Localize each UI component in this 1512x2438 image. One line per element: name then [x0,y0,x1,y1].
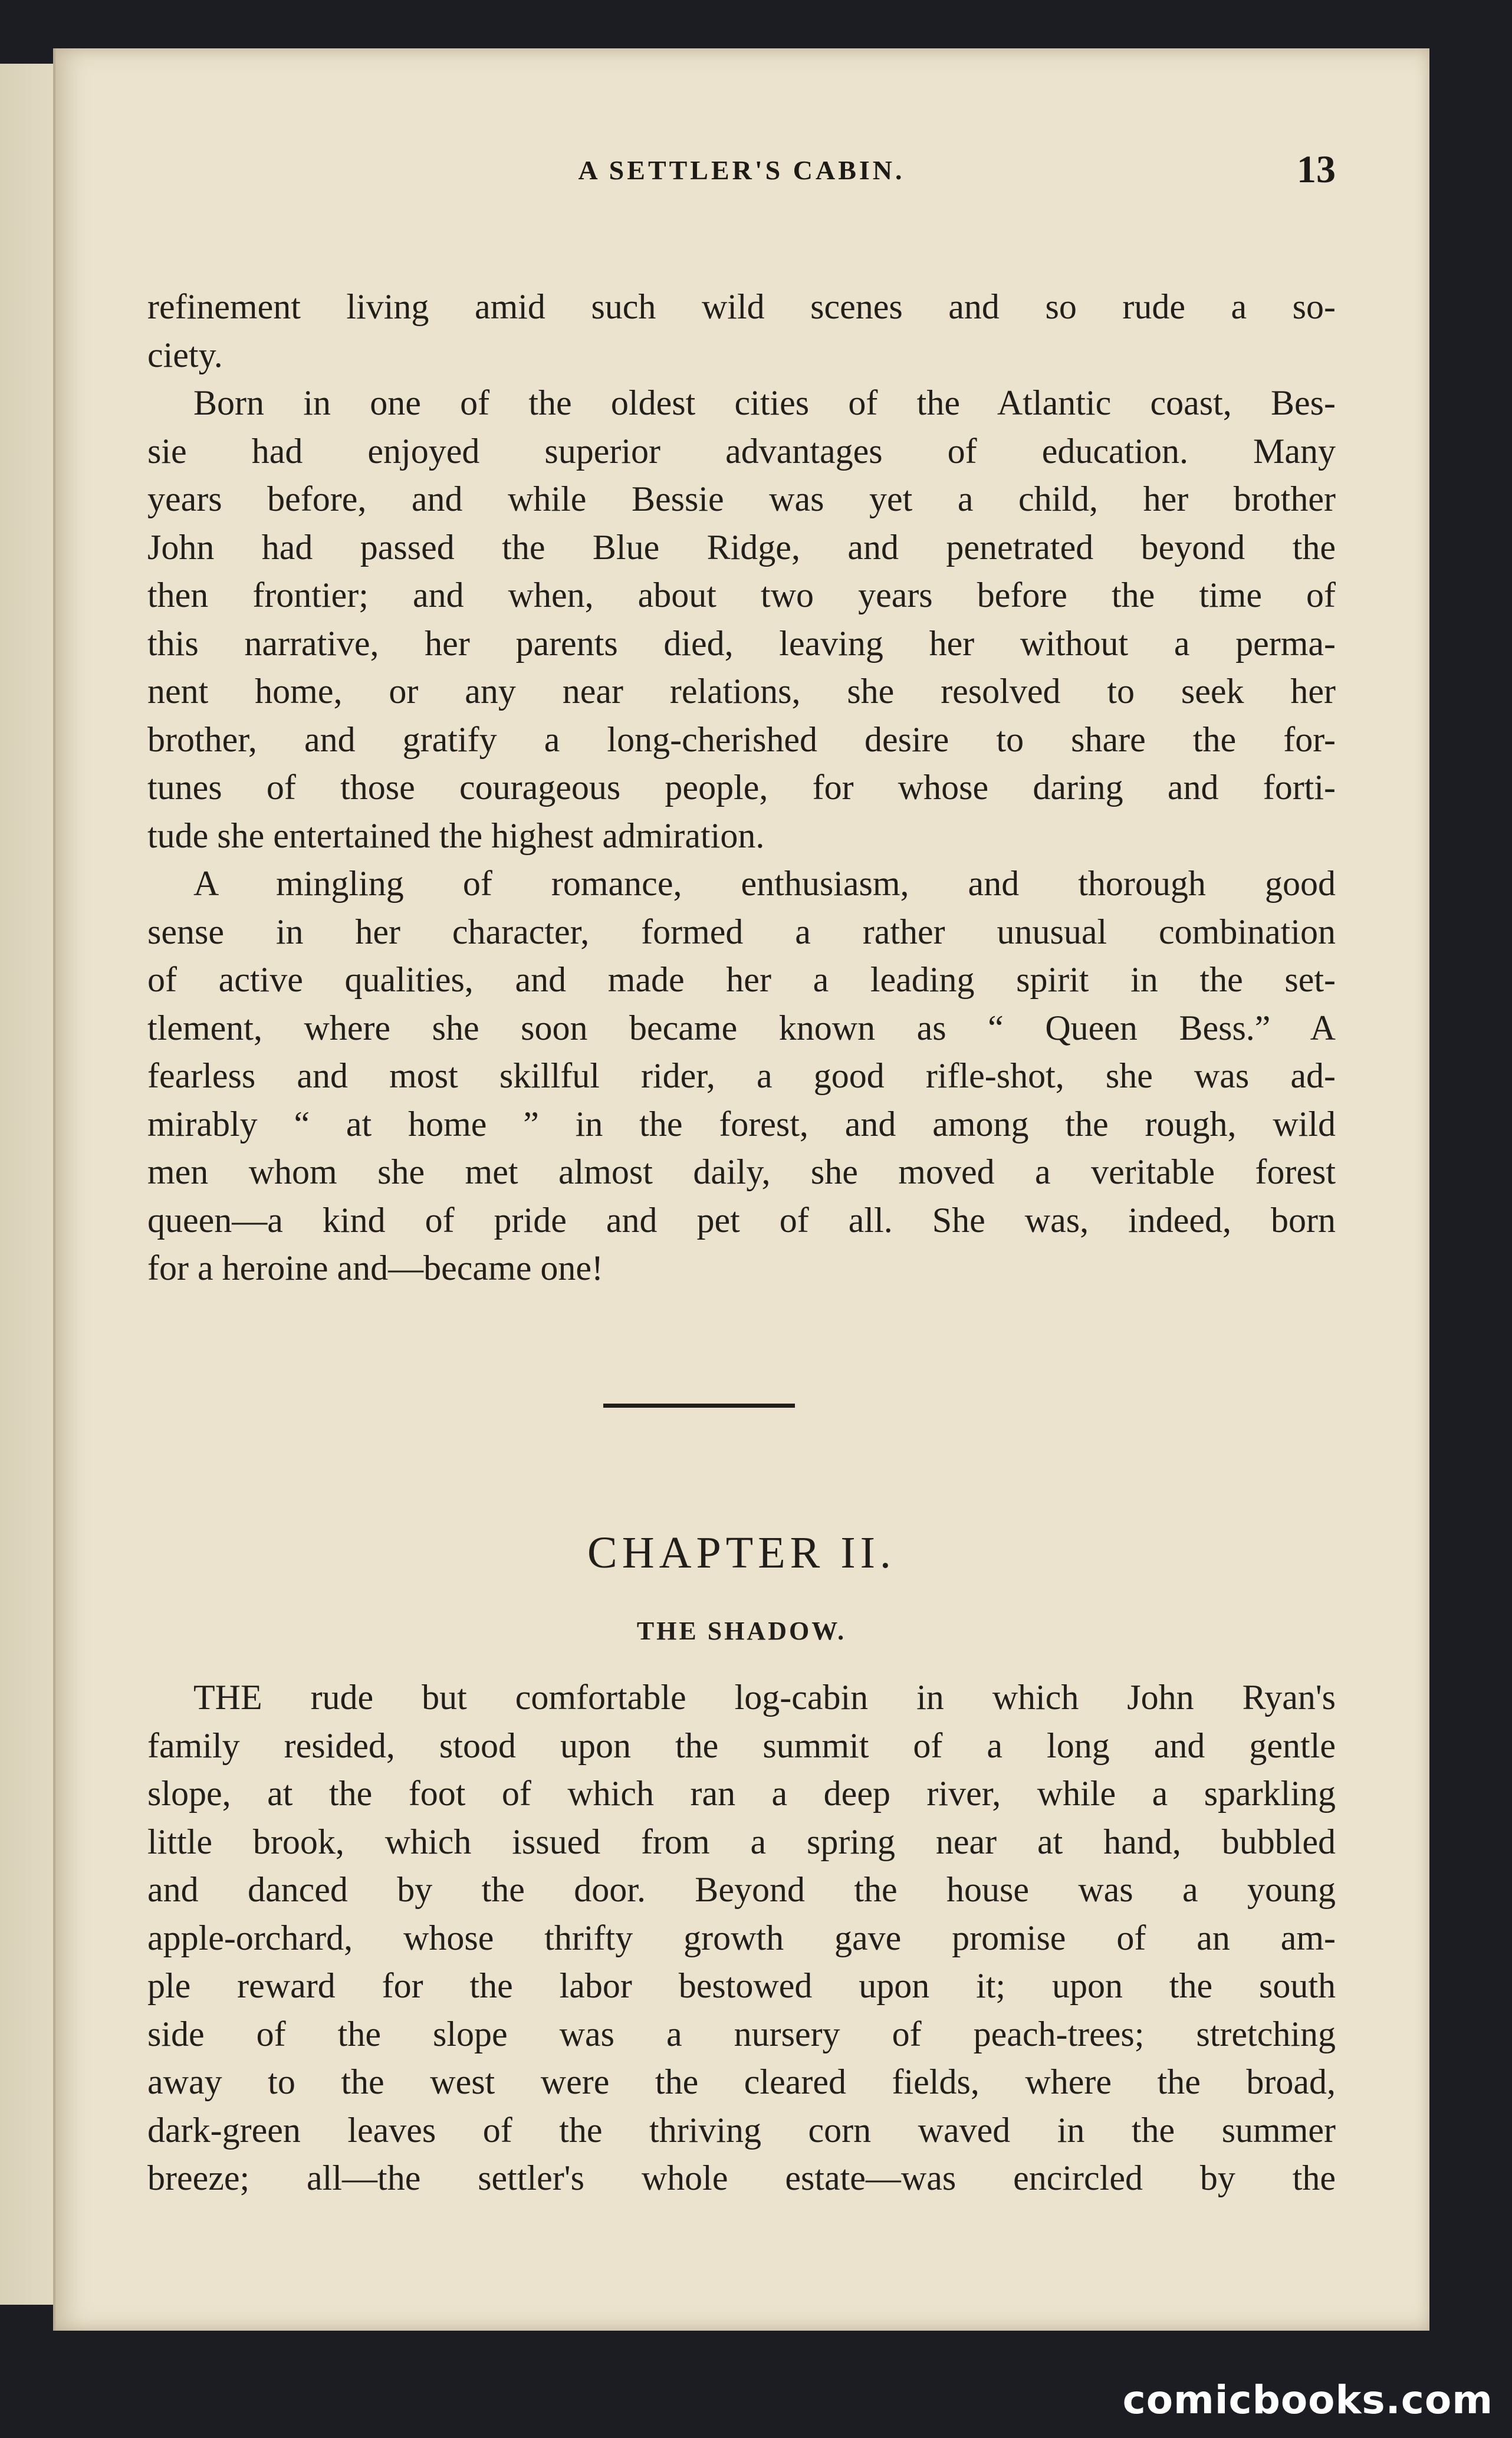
text-line: away to the west were the cleared fields, where the broad, [147,2062,1336,2101]
text-line: ple reward for the labor bestowed upon it; upon the south [147,1966,1336,2005]
text-line: tunes of those courageous people, for whose daring and forti- [147,768,1336,807]
text-line: Born in one of the oldest cities of the Atlantic coast, Bes- [193,383,1336,422]
text-line: for a heroine and—became one! [147,1248,603,1287]
text-line: slope, at the foot of which ran a deep river, while a sparkling [147,1774,1336,1813]
text-line: apple-orchard, whose thrifty growth gave promise of an am- [147,1918,1336,1957]
running-head [147,147,1336,212]
text-line: then frontier; and when, about two years before the time of [147,576,1336,615]
chapter-title: CHAPTER II. [587,1528,896,1578]
text-line: dark-green leaves of the thriving corn waved in the summer [147,2110,1336,2150]
section-divider-rule [603,1404,795,1408]
text-line: tlement, where she soon became known as “ Queen Bess.” A [147,1008,1336,1047]
text-line: and danced by the door. Beyond the house was a young [147,1870,1336,1909]
text-line: tude she entertained the highest admiration. [147,816,765,855]
text-line: A mingling of romance, enthusiasm, and thorough good [193,864,1336,903]
text-line: brother, and gratify a long-cherished desire to share the for- [147,719,1336,759]
page-number: 13 [1297,148,1336,191]
text-line: John had passed the Blue Ridge, and penetrated beyond the [147,527,1336,567]
text-line: fearless and most skillful rider, a good rifle-shot, she was ad- [147,1056,1336,1095]
text-line: breeze; all—the settler's whole estate—was encircled by the [147,2158,1336,2197]
text-line: refinement living amid such wild scenes and so rude a so- [147,287,1336,326]
text-line: mirably “ at home ” in the forest, and among the rough, wild [147,1104,1336,1144]
running-title: A SETTLER'S CABIN. [578,155,905,185]
text-line: ciety. [147,335,223,374]
text-line: years before, and while Bessie was yet a child, her brother [147,479,1336,518]
text-line: family resided, stood upon the summit of a long and gentle [147,1726,1336,1765]
text-line: side of the slope was a nursery of peach-trees; stretching [147,2014,1336,2053]
text-line: nent home, or any near relations, she resolved to seek her [147,672,1336,711]
text-line: THE rude but comfortable log-cabin in which John Ryan's [193,1678,1336,1717]
text-line: sense in her character, formed a rather unusual combination [147,912,1336,951]
body-text-bottom [147,1674,1336,2203]
text-line: little brook, which issued from a spring near at hand, bubbled [147,1822,1336,1861]
site-watermark: comicbooks.com [1122,2377,1493,2423]
text-line: queen—a kind of pride and pet of all. She was, indeed, born [147,1200,1336,1240]
chapter-subtitle: THE SHADOW. [636,1616,847,1645]
text-line: men whom she met almost daily, she moved a veritable forest [147,1152,1336,1191]
text-line: sie had enjoyed superior advantages of education. Many [147,431,1336,471]
text-line: of active qualities, and made her a leading spirit in the set- [147,960,1336,999]
body-text-top [147,283,1336,1293]
text-line: this narrative, her parents died, leaving her without a perma- [147,623,1336,663]
